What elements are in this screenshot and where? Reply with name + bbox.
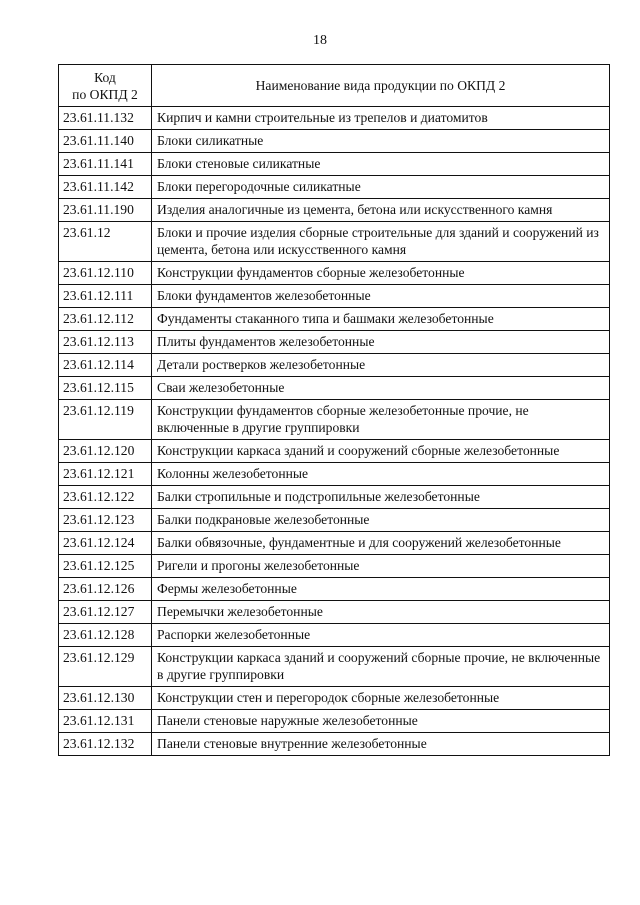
code-cell: 23.61.11.142 xyxy=(59,176,152,199)
table-row xyxy=(59,624,610,647)
table-row xyxy=(59,130,610,153)
table-header-row xyxy=(59,65,610,107)
code-cell: 23.61.12.114 xyxy=(59,354,152,377)
name-cell: Распорки железобетонные xyxy=(152,624,610,647)
name-cell: Конструкции фундаментов сборные железобетонные прочие, не включенные в другие группировки xyxy=(152,400,610,440)
name-cell: Кирпич и камни строительные из трепелов и диатомитов xyxy=(152,107,610,130)
column-header-name xyxy=(152,65,610,107)
code-cell: 23.61.12.111 xyxy=(59,285,152,308)
table-row xyxy=(59,285,610,308)
table-row xyxy=(59,687,610,710)
name-cell: Детали ростверков железобетонные xyxy=(152,354,610,377)
name-cell: Конструкции стен и перегородок сборные железобетонные xyxy=(152,687,610,710)
code-cell: 23.61.12.132 xyxy=(59,733,152,756)
name-cell: Блоки перегородочные силикатные xyxy=(152,176,610,199)
name-cell: Блоки стеновые силикатные xyxy=(152,153,610,176)
column-header-code-label: Код по ОКПД 2 xyxy=(72,69,138,102)
name-cell: Фундаменты стаканного типа и башмаки железобетонные xyxy=(152,308,610,331)
code-cell: 23.61.12.130 xyxy=(59,687,152,710)
table-row xyxy=(59,199,610,222)
name-cell: Блоки силикатные xyxy=(152,130,610,153)
table-row xyxy=(59,354,610,377)
code-cell: 23.61.12.122 xyxy=(59,486,152,509)
code-cell: 23.61.12.113 xyxy=(59,331,152,354)
table-row xyxy=(59,509,610,532)
table-row xyxy=(59,440,610,463)
code-cell: 23.61.12.129 xyxy=(59,647,152,687)
code-cell: 23.61.12.124 xyxy=(59,532,152,555)
name-cell: Ригели и прогоны железобетонные xyxy=(152,555,610,578)
name-cell: Изделия аналогичные из цемента, бетона или искусственного камня xyxy=(152,199,610,222)
code-cell: 23.61.12.112 xyxy=(59,308,152,331)
code-cell: 23.61.12.121 xyxy=(59,463,152,486)
name-cell: Фермы железобетонные xyxy=(152,578,610,601)
table-row xyxy=(59,532,610,555)
page-number: 18 xyxy=(313,33,327,48)
table-row xyxy=(59,463,610,486)
code-cell: 23.61.12.120 xyxy=(59,440,152,463)
table-row xyxy=(59,578,610,601)
table-row xyxy=(59,733,610,756)
table-row xyxy=(59,400,610,440)
code-cell: 23.61.11.141 xyxy=(59,153,152,176)
table-row xyxy=(59,601,610,624)
code-cell: 23.61.12.127 xyxy=(59,601,152,624)
code-cell: 23.61.11.140 xyxy=(59,130,152,153)
name-cell: Плиты фундаментов железобетонные xyxy=(152,331,610,354)
table-row xyxy=(59,176,610,199)
code-cell: 23.61.12.128 xyxy=(59,624,152,647)
code-cell: 23.61.11.132 xyxy=(59,107,152,130)
column-header-name-label: Наименование вида продукции по ОКПД 2 xyxy=(255,78,506,93)
table-row xyxy=(59,107,610,130)
name-cell: Панели стеновые наружные железобетонные xyxy=(152,710,610,733)
name-cell: Сваи железобетонные xyxy=(152,377,610,400)
name-cell: Блоки фундаментов железобетонные xyxy=(152,285,610,308)
table-row xyxy=(59,647,610,687)
table-row xyxy=(59,262,610,285)
table-header xyxy=(59,65,610,107)
table-row xyxy=(59,222,610,262)
name-cell: Балки обвязочные, фундаментные и для сооружений железобетонные xyxy=(152,532,610,555)
name-cell: Панели стеновые внутренние железобетонные xyxy=(152,733,610,756)
name-cell: Конструкции каркаса зданий и сооружений сборные прочие, не включенные в другие группировки xyxy=(152,647,610,687)
code-cell: 23.61.12.110 xyxy=(59,262,152,285)
name-cell: Конструкции фундаментов сборные железобетонные xyxy=(152,262,610,285)
name-cell: Перемычки железобетонные xyxy=(152,601,610,624)
code-cell: 23.61.12.115 xyxy=(59,377,152,400)
code-cell: 23.61.12.125 xyxy=(59,555,152,578)
column-header-code xyxy=(59,65,152,107)
table-row xyxy=(59,377,610,400)
table-row xyxy=(59,153,610,176)
table-body xyxy=(59,107,610,756)
name-cell: Балки стропильные и подстропильные железобетонные xyxy=(152,486,610,509)
table-row xyxy=(59,555,610,578)
name-cell: Блоки и прочие изделия сборные строительные для зданий и сооружений из цемента, бетона или искусственного камня xyxy=(152,222,610,262)
code-cell: 23.61.12 xyxy=(59,222,152,262)
code-cell: 23.61.12.119 xyxy=(59,400,152,440)
table-row xyxy=(59,486,610,509)
name-cell: Балки подкрановые железобетонные xyxy=(152,509,610,532)
table-row xyxy=(59,710,610,733)
code-cell: 23.61.12.123 xyxy=(59,509,152,532)
okpd-table xyxy=(58,64,610,756)
name-cell: Конструкции каркаса зданий и сооружений сборные железобетонные xyxy=(152,440,610,463)
code-cell: 23.61.11.190 xyxy=(59,199,152,222)
code-cell: 23.61.12.126 xyxy=(59,578,152,601)
table-row xyxy=(59,331,610,354)
code-cell: 23.61.12.131 xyxy=(59,710,152,733)
table-row xyxy=(59,308,610,331)
name-cell: Колонны железобетонные xyxy=(152,463,610,486)
